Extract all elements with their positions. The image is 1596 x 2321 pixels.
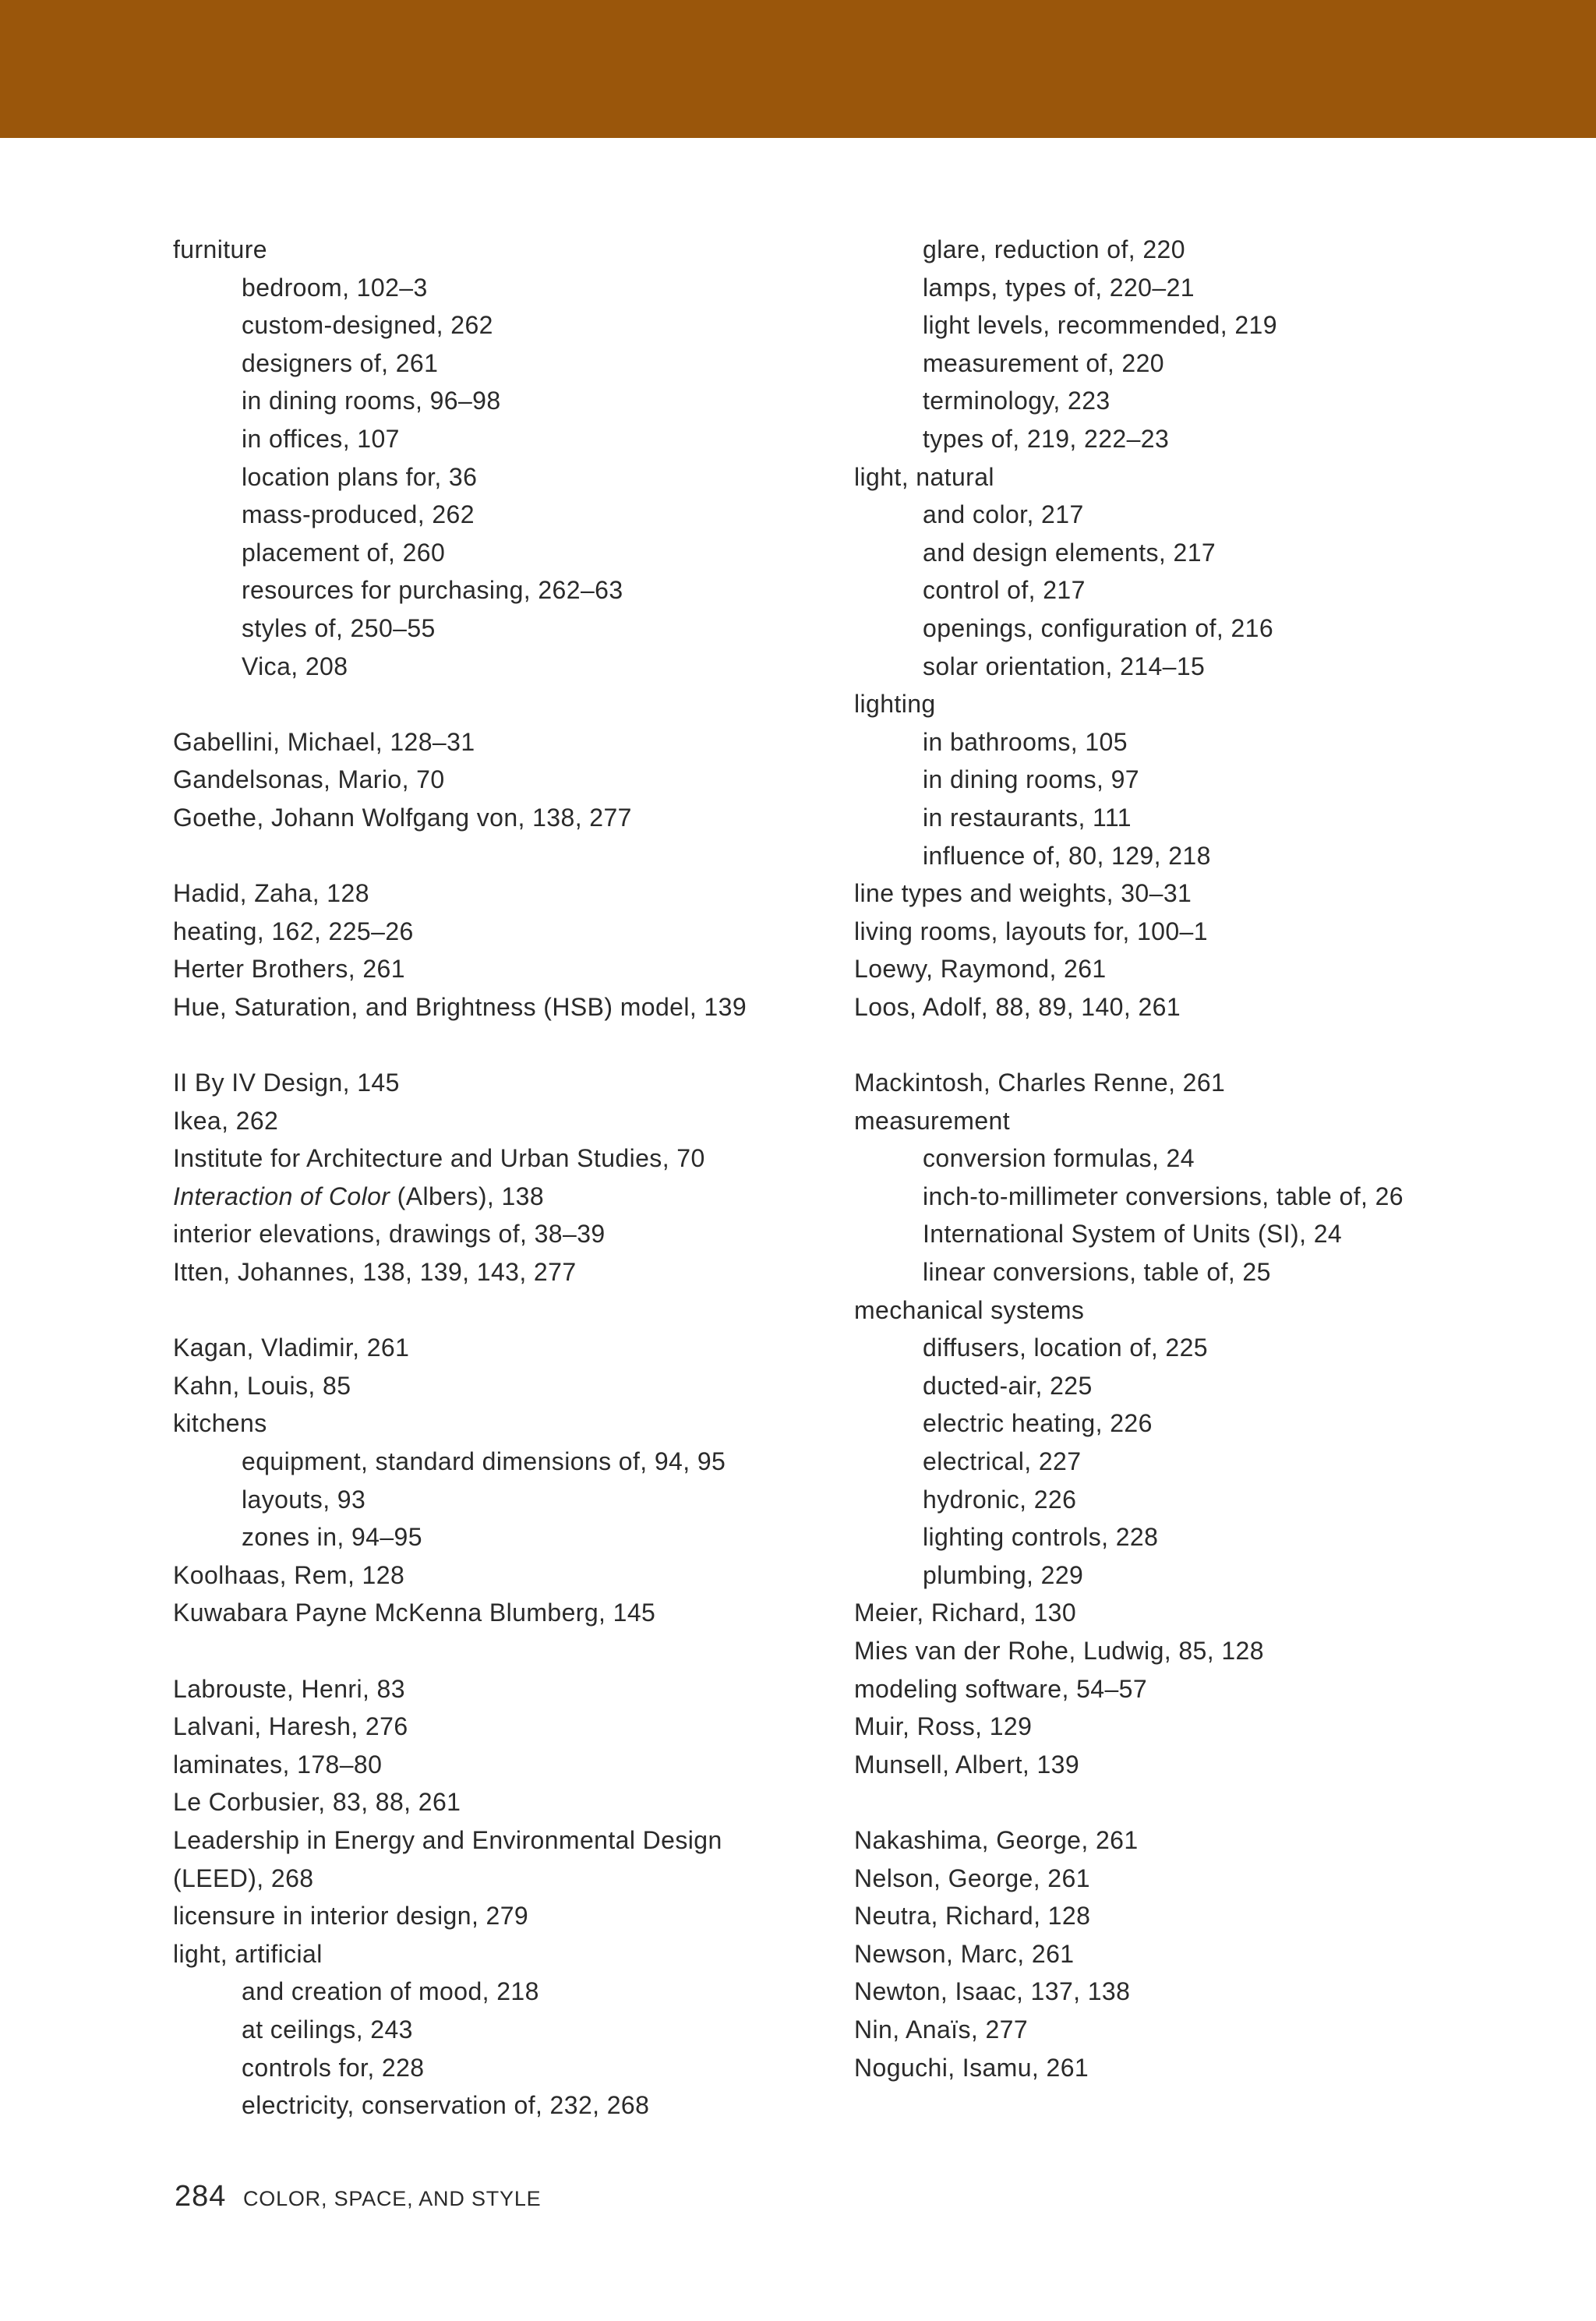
index-entry: laminates, 178–80 [173, 1750, 383, 1779]
index-subentry: layouts, 93 [242, 1485, 366, 1514]
index-entry: Munsell, Albert, 139 [854, 1750, 1080, 1779]
index-subentry: location plans for, 36 [242, 462, 478, 491]
index-entry: Leadership in Energy and Environmental Design [173, 1825, 722, 1854]
index-subentry: solar orientation, 214–15 [923, 652, 1206, 680]
index-entry: Mies van der Rohe, Ludwig, 85, 128 [854, 1636, 1264, 1665]
index-subentry: linear conversions, table of, 25 [923, 1258, 1271, 1287]
index-subentry: plumbing, 229 [923, 1560, 1084, 1589]
index-subentry: diffusers, location of, 225 [923, 1334, 1208, 1362]
index-subentry: bedroom, 102–3 [242, 273, 428, 302]
index-entry: mechanical systems [854, 1295, 1085, 1324]
index-entry: Gabellini, Michael, 128–31 [173, 727, 475, 756]
index-entry: lighting [854, 690, 936, 719]
index-entry: Newson, Marc, 261 [854, 1939, 1075, 1968]
index-entry: Neutra, Richard, 128 [854, 1902, 1091, 1931]
index-entry: Nakashima, George, 261 [854, 1825, 1139, 1854]
index-spacer [854, 1783, 1555, 1821]
index-entry: Noguchi, Isamu, 261 [854, 2053, 1089, 2082]
index-entry: Le Corbusier, 83, 88, 261 [173, 1788, 461, 1817]
index-entry: Nelson, George, 261 [854, 1864, 1090, 1892]
index-subentry: Vica, 208 [242, 652, 348, 680]
index-subentry: in offices, 107 [242, 424, 400, 453]
index-spacer [854, 1026, 1555, 1064]
index-subentry: control of, 217 [923, 576, 1086, 605]
page-footer [175, 2180, 541, 2213]
index-entry: Koolhaas, Rem, 128 [173, 1560, 405, 1589]
index-entry: Kuwabara Payne McKenna Blumberg, 145 [173, 1599, 656, 1627]
index-subentry: zones in, 94–95 [242, 1523, 422, 1552]
index-spacer [173, 1026, 828, 1064]
index-entry: light, artificial [173, 1939, 323, 1968]
index-entry: kitchens [173, 1409, 267, 1438]
index-entry: Mackintosh, Charles Renne, 261 [854, 1069, 1226, 1097]
index-entry: line types and weights, 30–31 [854, 879, 1192, 908]
index-subentry: in bathrooms, 105 [923, 727, 1128, 756]
index-entry: licensure in interior design, 279 [173, 1902, 529, 1931]
page-number: 284 [175, 2180, 227, 2213]
index-column-right [854, 231, 1555, 2086]
index-subentry: types of, 219, 222–23 [923, 424, 1170, 453]
index-subentry: in restaurants, 111 [923, 803, 1132, 832]
index-subentry: styles of, 250–55 [242, 613, 436, 642]
index-entry-title: Interaction of Color [173, 1182, 390, 1210]
index-entry: living rooms, layouts for, 100–1 [854, 917, 1208, 945]
index-subentry: hydronic, 226 [923, 1485, 1077, 1514]
index-subentry: custom-designed, 262 [242, 311, 493, 340]
index-subentry: equipment, standard dimensions of, 94, 95 [242, 1447, 726, 1475]
index-subentry: electricity, conservation of, 232, 268 [242, 2091, 650, 2120]
index-entry: modeling software, 54–57 [854, 1674, 1148, 1703]
index-entry: Hadid, Zaha, 128 [173, 879, 369, 908]
index-entry: Institute for Architecture and Urban Studies, 70 [173, 1144, 705, 1173]
index-entry: furniture [173, 235, 267, 263]
index-subentry: at ceilings, 243 [242, 2015, 413, 2044]
index-entry: interior elevations, drawings of, 38–39 [173, 1220, 606, 1249]
index-entry: Loewy, Raymond, 261 [854, 955, 1107, 984]
index-spacer [173, 1291, 828, 1330]
index-entry: Herter Brothers, 261 [173, 955, 405, 984]
index-column-left [173, 231, 828, 2125]
index-entry [173, 1178, 828, 1216]
index-subentry: electrical, 227 [923, 1447, 1082, 1475]
index-subentry: controls for, 228 [242, 2053, 425, 2082]
index-entry: Kahn, Louis, 85 [173, 1371, 351, 1400]
index-entry: Lalvani, Haresh, 276 [173, 1712, 408, 1741]
index-subentry: ducted-air, 225 [923, 1371, 1093, 1400]
index-entry: Loos, Adolf, 88, 89, 140, 261 [854, 992, 1181, 1021]
index-subentry: and color, 217 [923, 500, 1084, 529]
index-entry: measurement [854, 1106, 1011, 1135]
index-subentry: mass-produced, 262 [242, 500, 475, 529]
index-spacer [173, 1632, 828, 1670]
index-subentry: measurement of, 220 [923, 348, 1164, 377]
index-subentry: lighting controls, 228 [923, 1523, 1159, 1552]
index-entry: Nin, Anaïs, 277 [854, 2015, 1029, 2044]
index-entry: Muir, Ross, 129 [854, 1712, 1033, 1741]
index-subentry: light levels, recommended, 219 [923, 311, 1277, 340]
index-entry: Labrouste, Henri, 83 [173, 1674, 405, 1703]
index-entry: Hue, Saturation, and Brightness (HSB) model, 139 [173, 992, 747, 1021]
index-entry: Kagan, Vladimir, 261 [173, 1334, 410, 1362]
index-subentry: terminology, 223 [923, 387, 1110, 415]
index-subentry: designers of, 261 [242, 348, 439, 377]
index-subentry: International System of Units (SI), 24 [923, 1220, 1343, 1249]
index-entry: light, natural [854, 462, 994, 491]
index-entry: Itten, Johannes, 138, 139, 143, 277 [173, 1258, 577, 1287]
index-subentry: conversion formulas, 24 [923, 1144, 1195, 1173]
index-entry-text: (Albers), 138 [397, 1182, 545, 1210]
index-subentry: electric heating, 226 [923, 1409, 1153, 1438]
index-entry: II By IV Design, 145 [173, 1069, 400, 1097]
index-subentry: influence of, 80, 129, 218 [923, 841, 1211, 870]
index-entry: Meier, Richard, 130 [854, 1599, 1077, 1627]
index-subentry: openings, configuration of, 216 [923, 613, 1274, 642]
index-subentry: and design elements, 217 [923, 538, 1216, 567]
index-subentry: in dining rooms, 96–98 [242, 387, 501, 415]
index-entry: Goethe, Johann Wolfgang von, 138, 277 [173, 803, 632, 832]
header-color-band [0, 0, 1596, 138]
index-entry: Gandelsonas, Mario, 70 [173, 765, 445, 794]
index-subentry: inch-to-millimeter conversions, table of, 26 [923, 1182, 1404, 1210]
index-subentry: in dining rooms, 97 [923, 765, 1139, 794]
index-subentry: and creation of mood, 218 [242, 1977, 539, 2006]
index-spacer [173, 685, 828, 723]
index-entry: Newton, Isaac, 137, 138 [854, 1977, 1131, 2006]
index-subentry: resources for purchasing, 262–63 [242, 576, 623, 605]
index-entry: Ikea, 262 [173, 1106, 279, 1135]
index-subentry: placement of, 260 [242, 538, 446, 567]
index-subentry: lamps, types of, 220–21 [923, 273, 1195, 302]
index-entry: heating, 162, 225–26 [173, 917, 414, 945]
running-title: COLOR, SPACE, AND STYLE [242, 2187, 542, 2210]
index-subentry: glare, reduction of, 220 [923, 235, 1185, 263]
index-spacer [173, 837, 828, 875]
index-entry: (LEED), 268 [173, 1864, 314, 1892]
